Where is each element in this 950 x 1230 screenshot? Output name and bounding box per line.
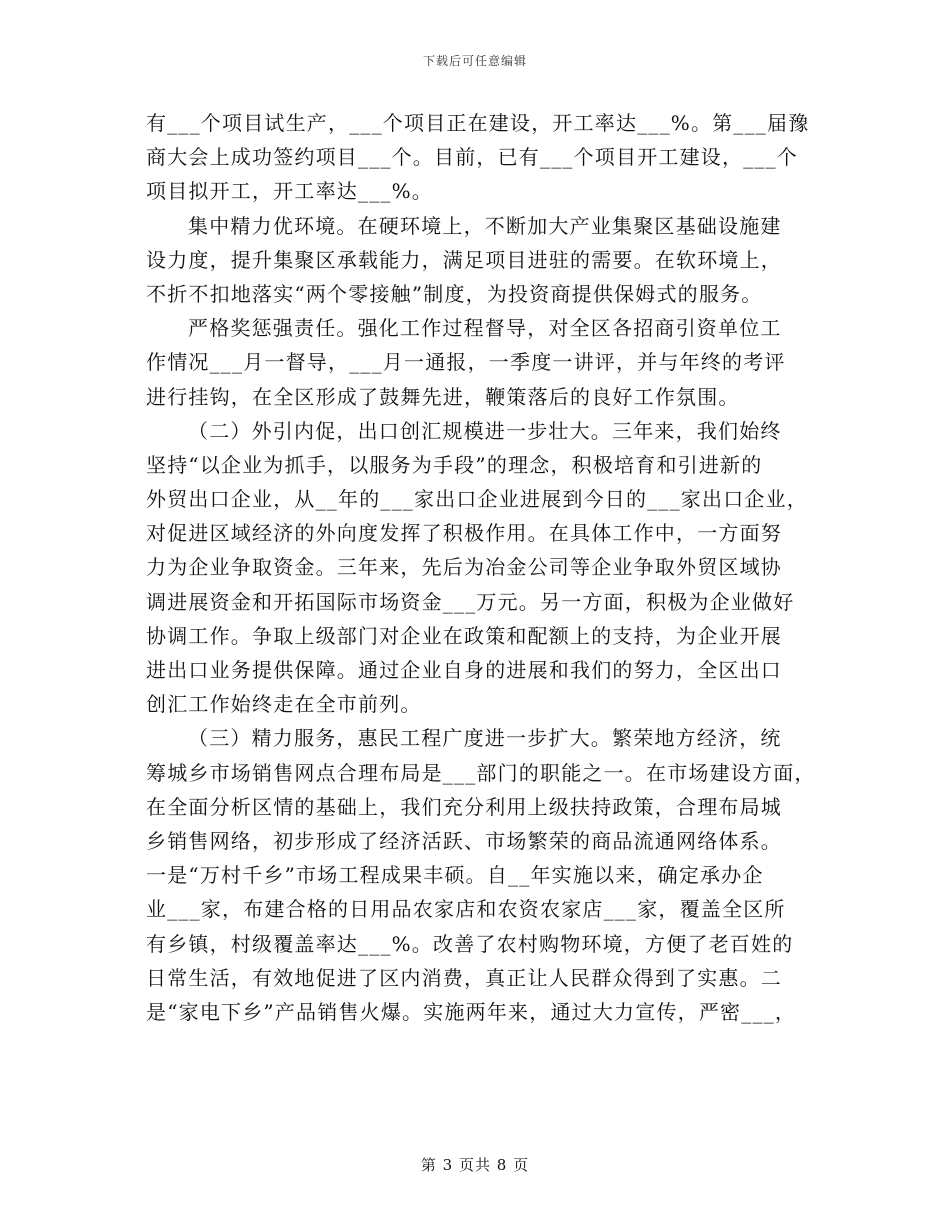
body-line-23: 一是“万村千乡”市场工程成果丰硕。自__年实施以来，确定承办企 xyxy=(146,863,764,888)
body-line-24: 业___家，布建合格的日用品农家店和农资农家店___家，覆盖全区所 xyxy=(146,897,786,922)
body-line-8: 作情况___月一督导，___月一通报，一季度一讲评，并与年终的考评 xyxy=(146,350,786,375)
body-line-6: 不折不扣地落实“两个零接触”制度，为投资商提供保姆式的服务。 xyxy=(146,281,763,306)
body-line-10: （二）外引内促，出口创汇规模进一步壮大。三年来，我们始终 xyxy=(188,418,782,443)
body-line-16: 协调工作。争取上级部门对企业在政策和配额上的支持，为企业开展 xyxy=(146,623,782,648)
body-line-1: 有___个项目试生产，___个项目正在建设，开工率达___%。第___届豫 xyxy=(146,111,810,135)
body-line-13: 对促进区域经济的外向度发挥了积极作用。在具体工作中，一方面努 xyxy=(146,521,782,546)
body-line-26: 日常生活，有效地促进了区内消费，真正让人民群众得到了实惠。二 xyxy=(146,965,782,990)
body-line-19: （三）精力服务，惠民工程广度进一步扩大。繁荣地方经济，统 xyxy=(188,726,782,751)
page-header: 下载后可任意编辑 xyxy=(422,54,527,68)
body-line-14: 力为企业争取资金。三年来，先后为冶金公司等企业争取外贸区域协 xyxy=(146,555,782,580)
body-line-12: 外贸出口企业，从__年的___家出口企业进展到今日的___家出口企业， xyxy=(146,487,808,512)
document-body xyxy=(146,106,816,1029)
body-line-3: 项目拟开工，开工率达___%。 xyxy=(146,179,434,204)
body-line-21: 在全面分析区情的基础上，我们充分利用上级扶持政策，合理布局城 xyxy=(146,794,782,819)
body-line-27: 是“家电下乡”产品销售火爆。实施两年来，通过大力宣传，严密___， xyxy=(146,999,797,1024)
body-line-7: 严格奖惩强责任。强化工作过程督导，对全区各招商引资单位工 xyxy=(188,316,782,341)
body-line-4: 集中精力优环境。在硬环境上，不断加大产业集聚区基础设施建 xyxy=(188,213,782,238)
body-line-22: 乡销售网络，初步形成了经济活跃、市场繁荣的商品流通网络体系。 xyxy=(146,828,782,853)
body-line-5: 设力度，提升集聚区承载能力，满足项目进驻的需要。在软环境上， xyxy=(146,247,782,272)
body-line-18: 创汇工作始终走在全市前列。 xyxy=(146,692,422,717)
body-line-15: 调进展资金和开拓国际市场资金___万元。另一方面，积极为企业做好 xyxy=(146,589,795,614)
body-line-25: 有乡镇，村级覆盖率达___%。改善了农村购物环境，方便了老百姓的 xyxy=(146,931,794,956)
body-line-17: 进出口业务提供保障。通过企业自身的进展和我们的努力，全区出口 xyxy=(146,658,782,682)
body-line-20: 筹城乡市场销售网点合理布局是___部门的职能之一。在市场建设方面， xyxy=(146,760,816,785)
body-line-2: 商大会上成功签约项目___个。目前，已有___个项目开工建设，___个 xyxy=(146,145,798,170)
page-footer: 第 3 页共 8 页 xyxy=(420,1156,530,1174)
body-line-11: 坚持“以企业为抓手，以服务为手段”的理念，积极培育和引进新的 xyxy=(146,452,763,477)
body-line-9: 进行挂钩，在全区形成了鼓舞先进，鞭策落后的良好工作氛围。 xyxy=(146,384,740,409)
